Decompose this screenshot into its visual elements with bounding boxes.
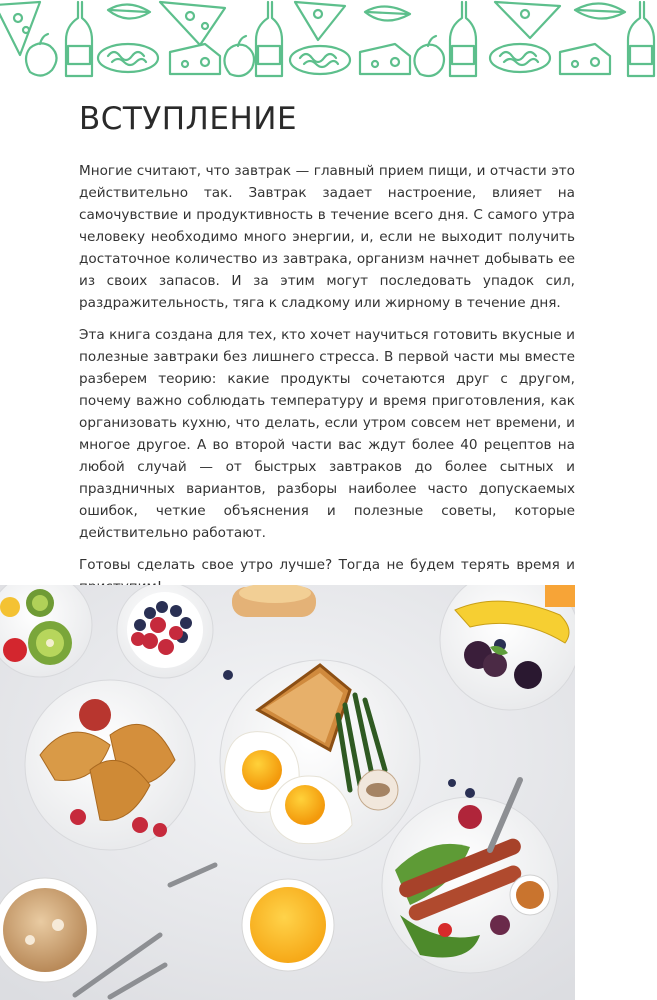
- eggs-toast-plate: [220, 660, 420, 860]
- croissant-plate: [25, 680, 195, 850]
- berries-bowl: [117, 585, 213, 678]
- paragraph: Эта книга создана для тех, кто хочет научиться готовить вкусные и полезные завтраки без лишнего стресса. В первой части мы вместе разберем теорию: какие продукты сочетаются друг с другом, почему важно соблюдать температуру и время приготовления, как организовать кухню, что делать, если утром совсем нет времени, и многое другое. А во второй части вас ждут более 40 рецептов на любой случай — от быстрых завтраков до более сытных и праздничных вариантов, разборы наиболее часто допускаемых ошибок, четкие объяснения и полезные советы, которые действительно работают.: [79, 327, 575, 541]
- page-title: ВСТУПЛЕНИЕ: [79, 101, 298, 137]
- orange-juice-glass: [242, 879, 334, 971]
- paragraph: Многие считают, что завтрак — главный прием пищи, и отчасти это действительно так. Завтрак задает настроение, влияет на самочувствие и продуктивность в течение всего дня. С самого утра человеку необходимо много энергии, и, если не выходит получить достаточное количество из завтрака, организм начнет добывать ее из своих запасов. И за этим могут последовать упадок сил, раздражительность, тяга к сладкому или жирному в течение дня.: [79, 163, 575, 311]
- intro-text: [79, 160, 575, 608]
- breakfast-photo: [0, 585, 575, 1000]
- coffee-cup: [0, 878, 97, 982]
- paragraph: Готовы сделать свое утро лучше? Тогда не будем терять время и: [79, 557, 575, 573]
- pastry: [232, 585, 316, 617]
- food-doodle-banner: [0, 0, 657, 80]
